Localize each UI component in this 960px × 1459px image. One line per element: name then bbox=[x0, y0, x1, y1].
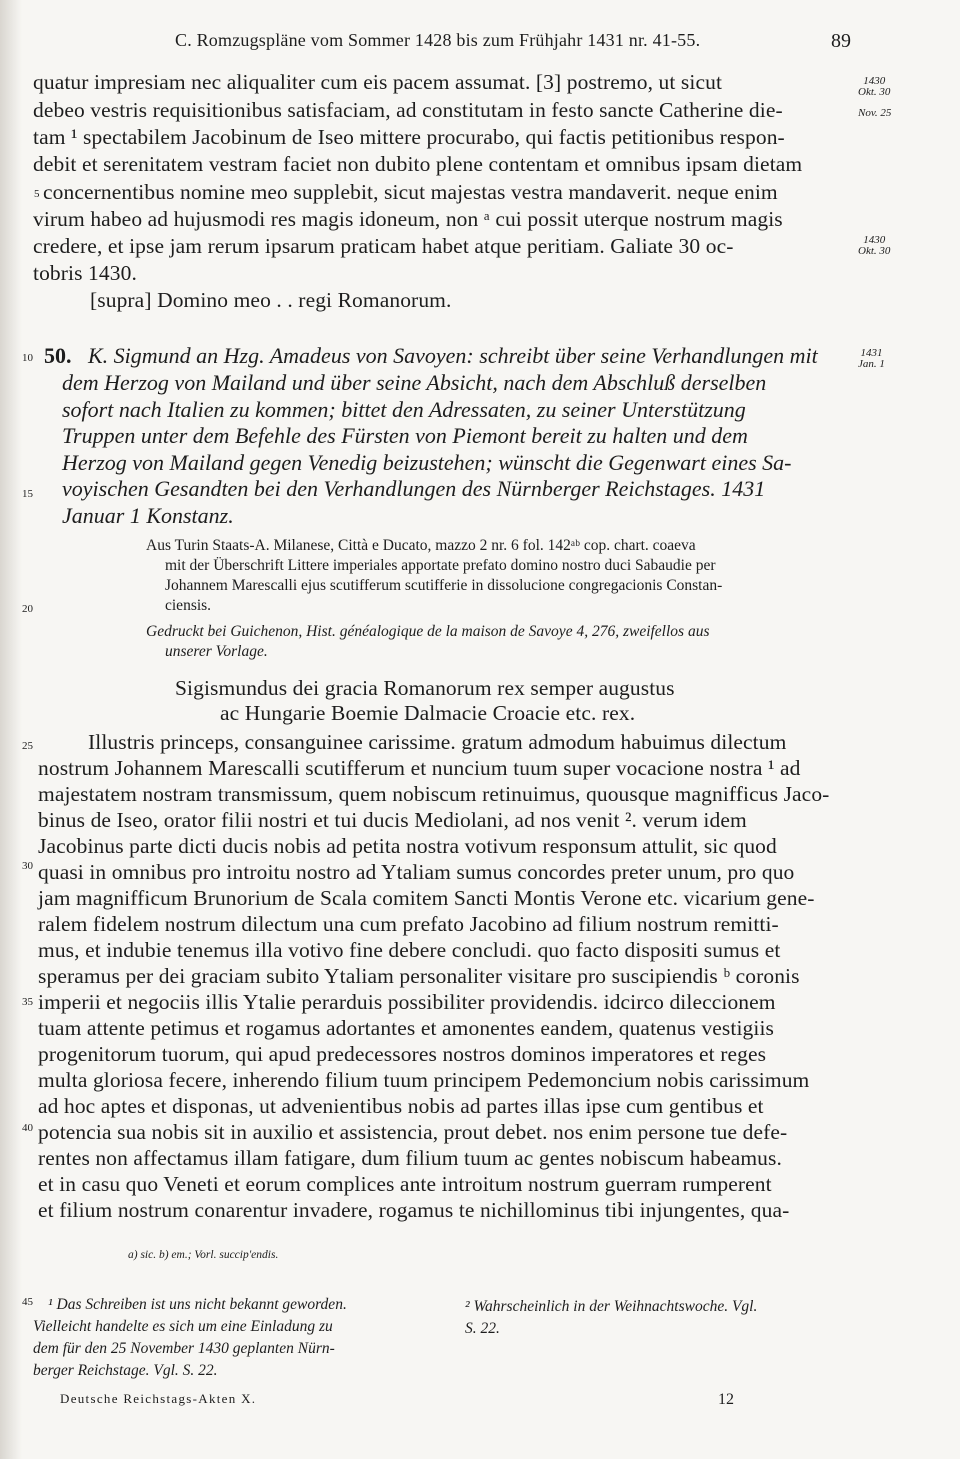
text-line: Jacobinus parte dicti ducis nobis ad petita nostra votivum responsum attulit, sic quod bbox=[38, 834, 777, 858]
regest-line: Januar 1 Konstanz. bbox=[62, 503, 234, 528]
sheet-number: 12 bbox=[718, 1391, 734, 1408]
line-number: 30 bbox=[22, 860, 33, 872]
running-title: C. Romzugspläne vom Sommer 1428 bis zum Frühjahr 1431 nr. 41-55. bbox=[175, 30, 701, 50]
text-line: ad hoc aptes et disponas, ut advenientibus nobis ad partes illas ipse cum gentibus et bbox=[38, 1094, 764, 1118]
text-line: et in casu quo Veneti et eorum complices ante introitum nostrum guerram rumperent bbox=[38, 1172, 772, 1196]
text-line: progenitorum tuorum, qui apud predecessores nostros dominos imperatores et reges bbox=[38, 1042, 767, 1066]
line-number: 15 bbox=[22, 488, 33, 500]
margin-date bbox=[858, 76, 890, 98]
footnote-line: dem für den 25 November 1430 geplanten Nürn- bbox=[33, 1340, 335, 1357]
text-line: quatur impresiam nec aliqualiter cum eis pacem assumat. [3] postremo, ut sicut bbox=[33, 70, 723, 94]
regest-line: K. Sigmund an Hzg. Amadeus von Savoyen: schreibt über seine Verhandlungen mit bbox=[88, 343, 818, 368]
margin-date bbox=[858, 235, 890, 257]
line-number: 5 bbox=[34, 188, 40, 200]
margin-date: Nov. 25 bbox=[858, 107, 892, 119]
critical-apparatus: a) sic. b) em.; Vorl. succip'endis. bbox=[128, 1249, 279, 1261]
footnote-line: Vielleicht handelte es sich um eine Einladung zu bbox=[33, 1318, 333, 1335]
line-number: 45 bbox=[22, 1296, 33, 1308]
regest-line: sofort nach Italien zu kommen; bittet den Adressaten, zu seiner Unterstützung bbox=[62, 397, 746, 422]
source-line: Johannem Marescalli ejus scutifferum scutifferie in dissolucione congregacionis Constan- bbox=[165, 577, 723, 594]
print-line: unserer Vorlage. bbox=[165, 643, 268, 660]
text-line: jam magnifficum Brunorium de Scala comitem Sancti Montis Verone etc. vicarium gene- bbox=[38, 886, 815, 910]
document-number: 50. bbox=[44, 343, 72, 368]
line-number: 20 bbox=[22, 603, 33, 615]
margin-date-day: Okt. 30 bbox=[858, 86, 891, 98]
source-line: ciensis. bbox=[165, 597, 212, 614]
margin-date bbox=[858, 348, 885, 370]
line-number: 10 bbox=[22, 352, 33, 364]
text-line: mus, et indubie tenemus illa votivo fine debere concludi. quo facto dispositi sumus et bbox=[38, 938, 781, 962]
text-line: binus de Iseo, orator filii nostri et tui ducis Mediolani, ad nos venit ². verum idem bbox=[38, 808, 747, 832]
intitulatio-line: ac Hungarie Boemie Dalmacie Croacie etc. rex. bbox=[220, 701, 636, 725]
text-line: credere, et ipse jam rerum ipsarum praticam habet atque peritiam. Galiate 30 oc- bbox=[33, 234, 734, 258]
text-line: debeo vestris requisitionibus satisfaciam, ad constitutam in festo sancte Catherine die- bbox=[33, 98, 783, 122]
footnote-line: berger Reichstage. Vgl. S. 22. bbox=[33, 1362, 218, 1379]
regest-line: voyischen Gesandten bei den Verhandlungen des Nürnberger Reichstages. 1431 bbox=[62, 476, 766, 501]
text-line: potencia sua nobis sit in auxilio et assistencia, prout debet. nos enim persone tue defe- bbox=[38, 1120, 788, 1144]
line-number: 35 bbox=[22, 996, 33, 1008]
footnote-line: ¹ Das Schreiben ist uns nicht bekannt geworden. bbox=[48, 1296, 347, 1313]
text-line: ralem fidelem nostrum dilectum una cum prefato Jacobino ad filium nostrum remitti- bbox=[38, 912, 779, 936]
text-line: multa gloriosa fecere, inherendo filium tuum principem Pedemoncium nobis carissimum bbox=[38, 1068, 810, 1092]
text-line: et filium nostrum conarentur invadere, rogamus te nichillominus tibi injungentes, qua- bbox=[38, 1198, 790, 1222]
page-number: 89 bbox=[831, 30, 851, 52]
text-line: quasi in omnibus pro introitu nostro ad Ytaliam sumus concordes preter unum, pro quo bbox=[38, 860, 795, 884]
margin-date-year: 1431 bbox=[860, 347, 883, 359]
regest-line: Truppen unter dem Befehle des Fürsten von Piemont bereit zu halten und dem bbox=[62, 423, 748, 448]
address-line: [supra] Domino meo . . regi Romanorum. bbox=[90, 288, 452, 312]
margin-date-day: Okt. 30 bbox=[858, 245, 891, 257]
text-line: majestatem nostram transmissum, quem nobiscum retinuimus, quousque magnifficus Jaco- bbox=[38, 782, 830, 806]
regest-line: Herzog von Mailand gegen Venedig beizustehen; wünscht die Gegenwart eines Sa- bbox=[62, 450, 792, 475]
text-line: virum habeo ad hujusmodi res magis idoneum, non ᵃ cui possit uterque nostrum magis bbox=[33, 207, 783, 231]
text-line: imperii et negociis illis Ytalie perarduis possibiliter providendis. idcirco dileccionem bbox=[38, 990, 776, 1014]
text-line: tobris 1430. bbox=[33, 261, 137, 285]
source-line: Aus Turin Staats-A. Milanese, Città e Ducato, mazzo 2 nr. 6 fol. 142ᵃᵇ cop. chart. coaeva bbox=[146, 537, 696, 554]
intitulatio-line: Sigismundus dei gracia Romanorum rex semper augustus bbox=[175, 676, 675, 700]
text-line: debit et serenitatem vestram faciet non dubito plene contentam et omnibus ipsam dietam bbox=[33, 152, 803, 176]
text-line: speramus per dei graciam subito Ytaliam personaliter visitare pro suscipiendis ᵇ coronis bbox=[38, 964, 800, 988]
footnote-line: S. 22. bbox=[465, 1320, 500, 1337]
text-line: nostrum Johannem Marescalli scutifferum et nuncium tuum super vocacione nostra ¹ ad bbox=[38, 756, 801, 780]
regest-line: dem Herzog von Mailand und über seine Absicht, nach dem Abschluß derselben bbox=[62, 370, 767, 395]
footnote-line: ² Wahrscheinlich in der Weihnachtswoche. Vgl. bbox=[465, 1298, 758, 1315]
print-line: Gedruckt bei Guichenon, Hist. généalogique de la maison de Savoye 4, 276, zweifellos aus bbox=[146, 623, 710, 640]
text-line: concernentibus nomine meo supplebit, sicut majestas vestra mandaverit. neque enim bbox=[43, 180, 778, 204]
text-line: rentes non affectamus illam fatigare, dum filium tuum ac gentes nobiscum habeamus. bbox=[38, 1146, 782, 1170]
margin-date-day: Jan. 1 bbox=[858, 358, 885, 370]
text-line: Illustris princeps, consanguinee carissime. gratum admodum habuimus dilectum bbox=[88, 730, 787, 754]
source-line: mit der Überschrift Littere imperiales apportate prefato domino nostro duci Sabaudie per bbox=[165, 557, 716, 574]
line-number: 40 bbox=[22, 1122, 33, 1134]
signature-line: Deutsche Reichstags-Akten X. bbox=[60, 1391, 257, 1406]
margin-date-year: 1430 bbox=[863, 75, 886, 87]
margin-date-year: 1430 bbox=[863, 234, 886, 246]
binding-shadow bbox=[0, 0, 22, 1459]
text-line: tuam attente petimus et rogamus adortantes et amonentes eandem, quatenus vestigiis bbox=[38, 1016, 775, 1040]
text-line: tam ¹ spectabilem Jacobinum de Iseo mittere procurabo, qui factis petitionibus respon- bbox=[33, 125, 785, 149]
line-number: 25 bbox=[22, 740, 33, 752]
